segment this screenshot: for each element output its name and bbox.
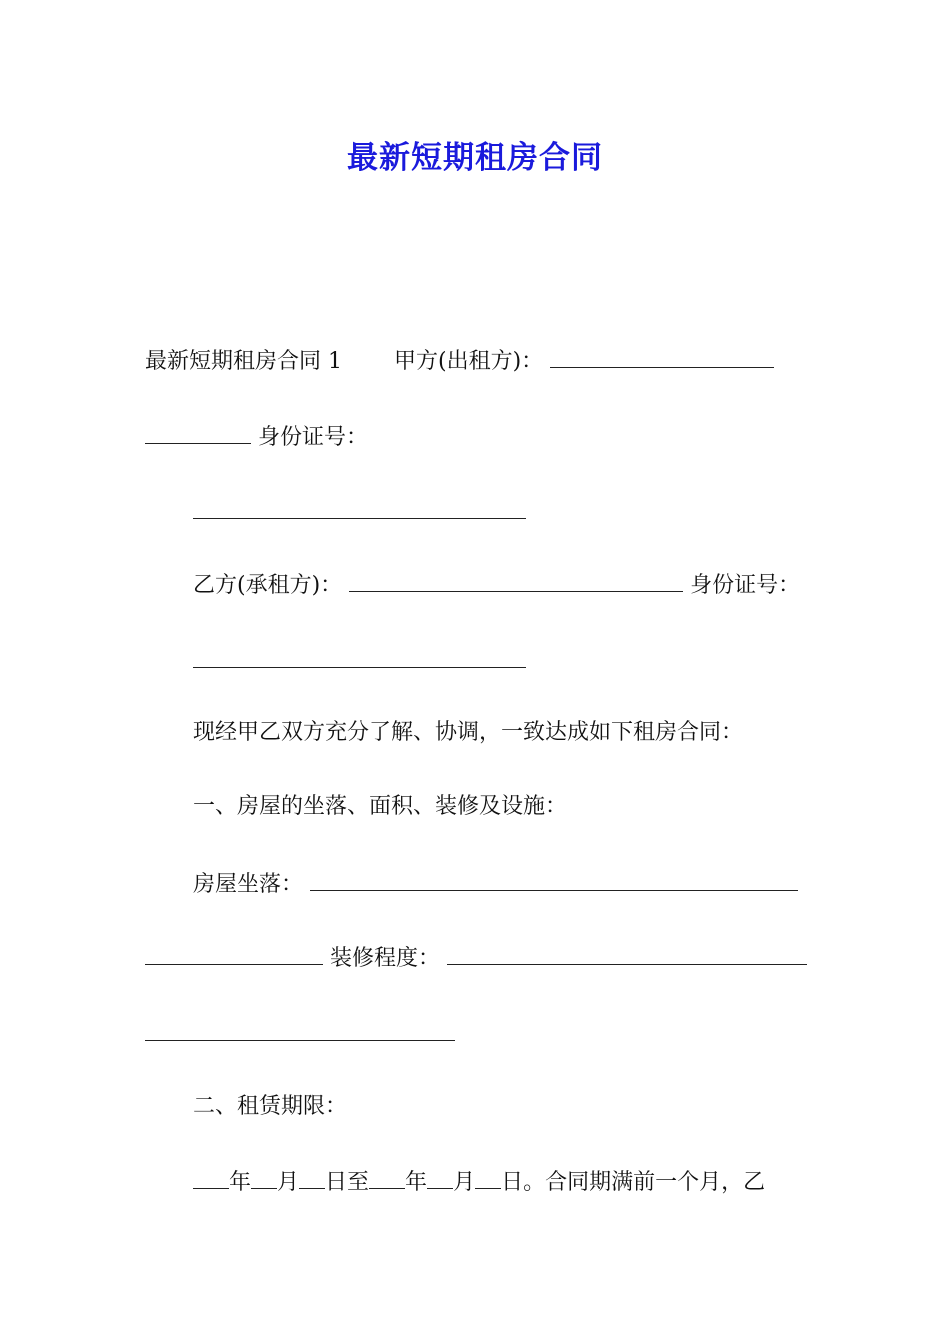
decoration-blank-cont[interactable] [145,1016,455,1041]
contract-heading: 最新短期租房合同 1 [145,349,342,374]
decoration-blank[interactable] [447,940,807,965]
line-party-a [145,343,774,377]
line-party-a-id [145,419,368,453]
section-1-heading: 一、房屋的坐落、面积、装修及设施： [193,794,568,819]
party-a-blank[interactable] [550,343,774,368]
line-decoration [145,940,807,974]
document-title: 最新短期租房合同 [347,140,603,176]
section-2-heading: 二、租赁期限： [193,1094,348,1119]
start-day-blank[interactable] [299,1164,325,1189]
month-label-1: 月 [277,1170,300,1195]
party-b-label: 乙方(承租方)： [193,573,343,598]
line-party-b-id-blank [193,643,526,677]
party-a-name-blank[interactable] [145,419,251,444]
house-location-label: 房屋坐落： [193,872,304,897]
line-lease-term [193,1164,765,1198]
party-b-blank[interactable] [349,567,683,592]
house-location-blank-cont[interactable] [145,940,323,965]
year-label-1: 年 [229,1170,252,1195]
start-month-blank[interactable] [251,1164,277,1189]
day-label-1: 日至 [325,1170,370,1195]
house-location-blank[interactable] [310,866,798,891]
line-house-location [193,866,798,900]
year-label-2: 年 [405,1170,428,1195]
end-year-blank[interactable] [369,1164,405,1189]
line-decoration-cont [145,1016,455,1050]
end-day-blank[interactable] [475,1164,501,1189]
id-label-b: 身份证号： [690,573,801,598]
party-a-id-blank[interactable] [193,494,526,519]
line-party-b [193,567,800,601]
line-party-a-id-blank [193,494,526,528]
paragraph-agreement: 现经甲乙双方充分了解、协调，一致达成如下租房合同： [193,720,744,745]
party-a-label: 甲方(出租方)： [394,349,544,374]
day-label-2: 日。合同期满前一个月，乙 [501,1170,766,1195]
start-year-blank[interactable] [193,1164,229,1189]
end-month-blank[interactable] [427,1164,453,1189]
month-label-2: 月 [453,1170,476,1195]
id-label-a: 身份证号： [258,425,369,450]
decoration-label: 装修程度： [330,946,441,971]
party-b-id-blank[interactable] [193,643,526,668]
